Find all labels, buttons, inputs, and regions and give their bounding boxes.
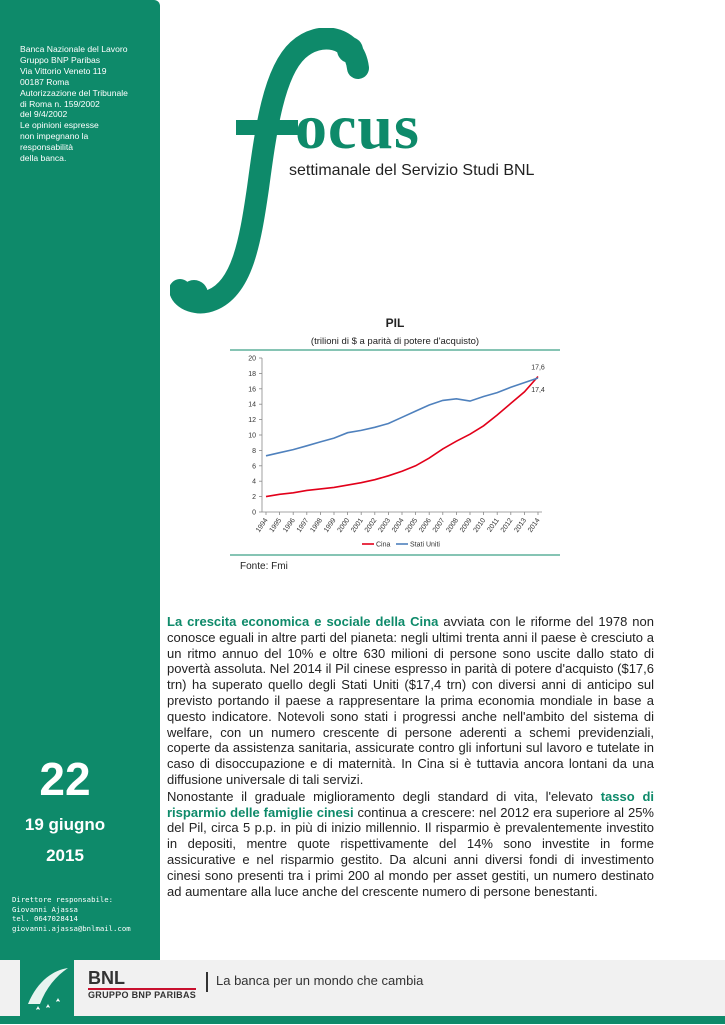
director-line: tel. 0647028414 bbox=[12, 914, 78, 924]
info-line: responsabilità bbox=[20, 142, 74, 153]
issue-number: 22 bbox=[39, 753, 91, 805]
highlight-savings-rate: tasso di risparmio delle famiglie cinesi bbox=[167, 788, 654, 820]
legend-label: Cina bbox=[376, 541, 391, 549]
chart-source: Fonte: Fmi bbox=[240, 561, 288, 572]
info-line: non impegnano la bbox=[20, 131, 89, 142]
info-line: Banca Nazionale del Lavoro bbox=[20, 44, 128, 54]
bnl-brand: BNL bbox=[88, 968, 125, 988]
chart-title: PIL bbox=[385, 316, 405, 330]
info-line: del 9/4/2002 bbox=[20, 109, 68, 120]
masthead-subtitle: settimanale del Servizio Studi BNL bbox=[289, 162, 535, 179]
issue-date: 19 giugno bbox=[24, 815, 106, 834]
director-info bbox=[12, 895, 131, 933]
x-tick-label: 2007 bbox=[431, 517, 447, 534]
legend-label: Stati Uniti bbox=[410, 541, 440, 549]
y-tick-label: 16 bbox=[248, 386, 256, 394]
data-label-stati-uniti: 17,4 bbox=[531, 387, 545, 395]
x-tick-label: 2005 bbox=[404, 517, 420, 534]
footer-band bbox=[0, 1016, 725, 1024]
info-line: Gruppo BNP Paribas bbox=[20, 54, 101, 65]
x-tick-label: 2004 bbox=[390, 517, 406, 534]
x-tick-label: 1998 bbox=[309, 517, 325, 534]
y-tick-label: 18 bbox=[248, 370, 256, 378]
x-tick-label: 1996 bbox=[282, 517, 297, 534]
series-line-stati-uniti bbox=[266, 378, 538, 456]
x-tick-label: 2010 bbox=[472, 517, 488, 534]
tagline-separator bbox=[206, 972, 208, 992]
chart-subtitle: (trilioni di $ a parità di potere d'acquisto) bbox=[310, 336, 480, 347]
publisher-info bbox=[20, 44, 150, 164]
x-tick-label: 1997 bbox=[295, 517, 311, 534]
director-line: Giovanni Ajassa bbox=[12, 904, 78, 914]
article-body bbox=[167, 614, 654, 900]
director-line: giovanni.ajassa@bnlmail.com bbox=[12, 923, 131, 933]
x-tick-label: 2013 bbox=[513, 517, 529, 534]
info-line: 00187 Roma bbox=[20, 76, 70, 87]
bnl-logo-mark bbox=[20, 960, 74, 1020]
article-paragraph-1 bbox=[167, 614, 654, 788]
sidebar bbox=[0, 0, 160, 960]
x-tick-label: 2012 bbox=[499, 517, 515, 534]
x-tick-label: 2000 bbox=[336, 517, 352, 534]
x-tick-label: 2014 bbox=[526, 517, 542, 534]
info-line: della banca. bbox=[20, 153, 67, 164]
info-line: Autorizzazione del Tribunale bbox=[20, 87, 128, 98]
pil-line-chart bbox=[230, 348, 560, 558]
y-tick-label: 20 bbox=[248, 355, 256, 363]
x-tick-label: 2002 bbox=[363, 517, 379, 534]
series-line-cina bbox=[266, 377, 538, 497]
paragraph-text: continua a crescere: nel 2012 era superiore al 25% del Pil, circa 5 p.p. in più di inizio millennio. Il risparmio è prevalentemente investito in depositi, mentre quote rispettivamente del 14% sono investite in forme assicurative e nel risparmio gestito. Da alcuni anni diversi fondi di investimento cinesi sono presenti tra i primi 200 al mondo per asset gestiti, un numero destinato ad aumentare alla luce anche del crescente numero di persone benestanti. bbox=[167, 804, 654, 899]
y-tick-label: 6 bbox=[252, 463, 256, 471]
info-line: Le opinioni espresse bbox=[20, 120, 99, 131]
paragraph-text: avviata con le riforme del 1978 non conosce eguali in altre parti del pianeta: negli ultimi trenta anni il paese è cresciuto a un ritmo annuo del 10% e oltre 630 milioni di persone sono uscite dallo stato di povertà assoluta. Nel 2014 il Pil cinese espresso in parità di potere d'acquisto ($17,6 trn) ha superato quello degli Stati Uniti ($17,4 trn) con diversi anni di anticipo sul previsto portando il paese a rappresentare la prima economia mondiale in base a questo indicatore. Notevoli sono stati i progressi anche nell'ambito del sistema di welfare, con un numero crescente di persone aderenti a schemi previdenziali, coperte da assistenza sanitaria, assicurate contro gli infortuni sul lavoro e tutelate in caso di disoccupazione e di maternità. In Cina si è tuttavia ancora lontani da una diffusione universale di tali servizi. bbox=[167, 614, 655, 787]
tagline: La banca per un mondo che cambia bbox=[216, 973, 424, 988]
x-tick-label: 2006 bbox=[418, 517, 433, 534]
y-tick-label: 10 bbox=[248, 432, 256, 440]
x-tick-label: 2011 bbox=[486, 517, 501, 534]
paragraph-lead: Nonostante il graduale miglioramento degli standard di vita, l'elevato bbox=[167, 788, 601, 804]
info-line: Via Vittorio Veneto 119 bbox=[20, 65, 107, 76]
article-paragraph-2 bbox=[167, 789, 654, 900]
focus-logo-text: ocus bbox=[295, 91, 420, 162]
x-tick-label: 2001 bbox=[350, 517, 365, 534]
y-tick-label: 2 bbox=[252, 494, 256, 502]
x-tick-label: 1999 bbox=[322, 517, 338, 534]
y-tick-label: 14 bbox=[248, 401, 256, 409]
y-tick-label: 0 bbox=[252, 509, 256, 517]
director-line: Direttore responsabile: bbox=[12, 895, 114, 904]
y-tick-label: 12 bbox=[248, 417, 256, 425]
x-tick-label: 2003 bbox=[377, 517, 393, 534]
data-label-cina: 17,6 bbox=[531, 364, 545, 372]
y-tick-label: 4 bbox=[252, 478, 256, 486]
x-tick-label: 2008 bbox=[445, 517, 461, 534]
stars-icon bbox=[20, 960, 74, 1020]
x-tick-label: 1994 bbox=[254, 517, 270, 534]
bnl-group-name: GRUPPO BNP PARIBAS bbox=[88, 990, 197, 1000]
info-line: di Roma n. 159/2002 bbox=[20, 98, 100, 109]
x-tick-label: 1995 bbox=[268, 517, 284, 534]
issue-year: 2015 bbox=[46, 846, 84, 865]
x-tick-label: 2009 bbox=[458, 517, 474, 534]
y-tick-label: 8 bbox=[252, 447, 256, 455]
highlight-china-growth: La crescita economica e sociale della Cina bbox=[167, 614, 439, 629]
